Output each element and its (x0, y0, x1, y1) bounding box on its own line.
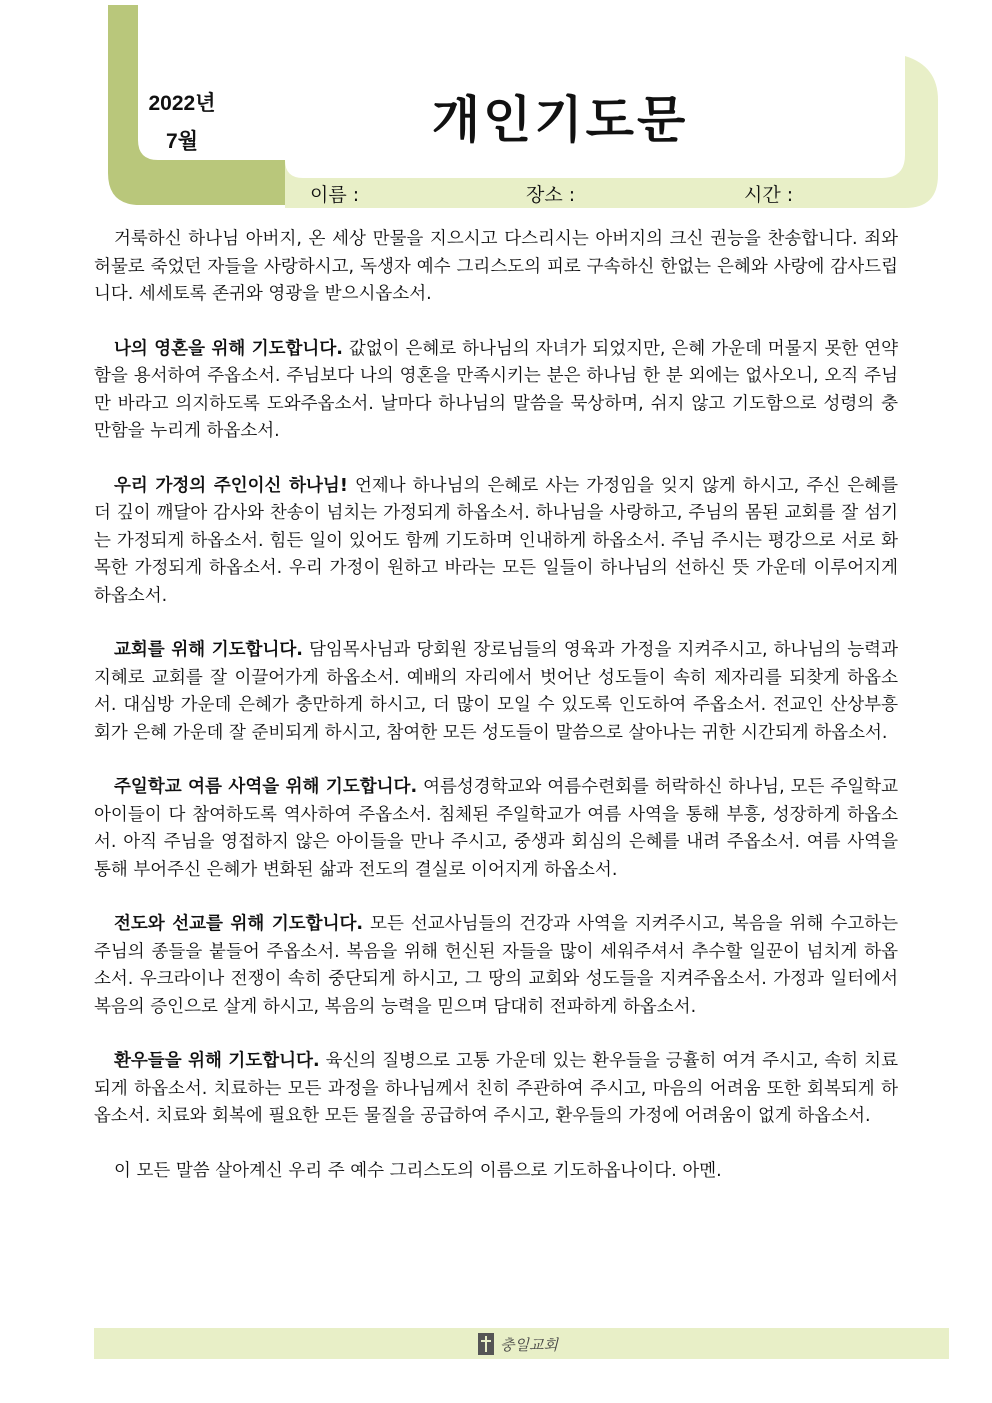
paragraph-heading: 전도와 선교를 위해 기도합니다. (114, 914, 364, 934)
time-field-label: 시간 : (744, 184, 794, 206)
paragraph-heading: 나의 영혼을 위해 기도합니다. (114, 338, 343, 359)
paragraph-text: 거룩하신 하나님 아버지, 온 세상 만물을 지으시고 다스리시는 아버지의 크신 권능을 찬송합니다. 죄와 허물로 죽었던 자들을 사랑하시고, 독생자 예수 그리스도의 피로 구속하신 한없는 은혜와 사랑에 감사드립니다. 세세토록 존귀와 영광을 받으시옵소서. (94, 229, 898, 304)
page-title: 개인기도문 (431, 91, 689, 149)
paragraph-heading: 교회를 위해 기도합니다. (114, 640, 303, 660)
paragraph-text: 모든 선교사님들의 건강과 사역을 지켜주시고, 복음을 위해 수고하는 주님의 종들을 붙들어 주옵소서. 복음을 위해 헌신된 자들을 많이 세워주셔서 추수할 일꾼이 넘치게 하옵소서. 우크라이나 전쟁이 속히 중단되게 하시고, 그 땅의 교회와 성도들을 지켜주옵소서. 가정과 일터에서 복음의 증인으로 살게 하시고, 복음의 능력을 믿으며 담대히 전파하게 하옵소서. (94, 914, 898, 1017)
paragraph-text: 여름성경학교와 여름수련회를 허락하신 하나님, 모든 주일학교 아이들이 다 참여하도록 역사하여 주옵소서. 침체된 주일학교가 여름 사역을 통해 부흥, 성장하게 하옵소서. 아직 주님을 영접하지 않은 아이들을 만나 주시고, 중생과 회심의 은혜를 내려 주옵소서. 여름 사역을 통해 부어주신 은혜가 변화된 삶과 전도의 결실로 이어지게 하옵소서. (94, 777, 898, 880)
paragraph-text: 이 모든 말씀 살아계신 우리 주 예수 그리스도의 이름으로 기도하옵나이다. 아멘. (114, 1160, 722, 1181)
prayer-paragraph-closing (94, 1158, 898, 1186)
prayer-paragraph-sunday-school (94, 774, 898, 884)
place-field-label: 장소 : (526, 184, 576, 206)
paragraph-heading: 주일학교 여름 사역을 위해 기도합니다. (114, 777, 418, 797)
prayer-paragraph-soul (94, 336, 898, 446)
paragraph-text: 언제나 하나님의 은혜로 사는 가정임을 잊지 않게 하시고, 주신 은혜를 더 깊이 깨달아 감사와 찬송이 넘치는 가정되게 하옵소서. 하나님을 사랑하고, 주님의 몸된 교회를 잘 섬기는 가정되게 하옵소서. 힘든 일이 있어도 함께 기도하며 인내하게 하옵소서. 주님 주시는 평강으로 서로 화목한 가정되게 하옵소서. 우리 가정이 원하고 바라는 모든 일들이 하나님의 선하신 뜻 가운데 이루어지게 하옵소서. (94, 475, 898, 606)
header-month: 7월 (166, 130, 198, 153)
church-logo (478, 1329, 558, 1359)
prayer-paragraph-family (94, 473, 898, 611)
name-field-label: 이름 : (310, 184, 360, 206)
paragraph-text: 값없이 은혜로 하나님의 자녀가 되었지만, 은혜 가운데 머물지 못한 연약함을 용서하여 주옵소서. 주님보다 나의 영혼을 만족시키는 분은 하나님 한 분 외에는 없사오니, 오직 주님만 바라고 의지하도록 도와주옵소서. 날마다 하나님의 말씀을 묵상하며, 쉬지 않고 기도함으로 성령의 충만함을 누리게 하옵소서. (94, 338, 898, 441)
cross-icon (478, 1333, 494, 1355)
prayer-body (94, 226, 898, 1212)
prayer-paragraph-church (94, 637, 898, 747)
logo-text: 충일교회 (500, 1335, 558, 1354)
paragraph-heading: 환우들을 위해 기도합니다. (114, 1051, 320, 1071)
paragraph-text: 담임목사님과 당회원 장로님들의 영육과 가정을 지켜주시고, 하나님의 능력과 지혜로 교회를 잘 이끌어가게 하옵소서. 예배의 자리에서 벗어난 성도들이 속히 제자리를 되찾게 하옵소서. 대심방 가운데 은혜가 충만하게 하시고, 더 많이 모일 수 있도록 인도하여 주옵소서. 전교인 산상부흥회가 은혜 가운데 잘 준비되게 하시고, 참여한 모든 성도들이 말씀으로 살아나는 귀한 시간되게 하옵소서. (94, 640, 898, 743)
prayer-paragraph-intro (94, 226, 898, 309)
paragraph-heading: 우리 가정의 주인이신 하나님! (114, 475, 348, 496)
prayer-paragraph-mission (94, 911, 898, 1021)
paragraph-text: 육신의 질병으로 고통 가운데 있는 환우들을 긍휼히 여겨 주시고, 속히 치료되게 하옵소서. 치료하는 모든 과정을 하나님께서 친히 주관하여 주시고, 마음의 어려움 또한 회복되게 하옵소서. 치료와 회복에 필요한 모든 물질을 공급하여 주시고, 환우들의 가정에 어려움이 없게 하옵소서. (94, 1051, 898, 1126)
header-year: 2022년 (148, 92, 216, 115)
info-fields (0, 176, 992, 208)
prayer-paragraph-patients (94, 1048, 898, 1131)
header (0, 0, 992, 215)
